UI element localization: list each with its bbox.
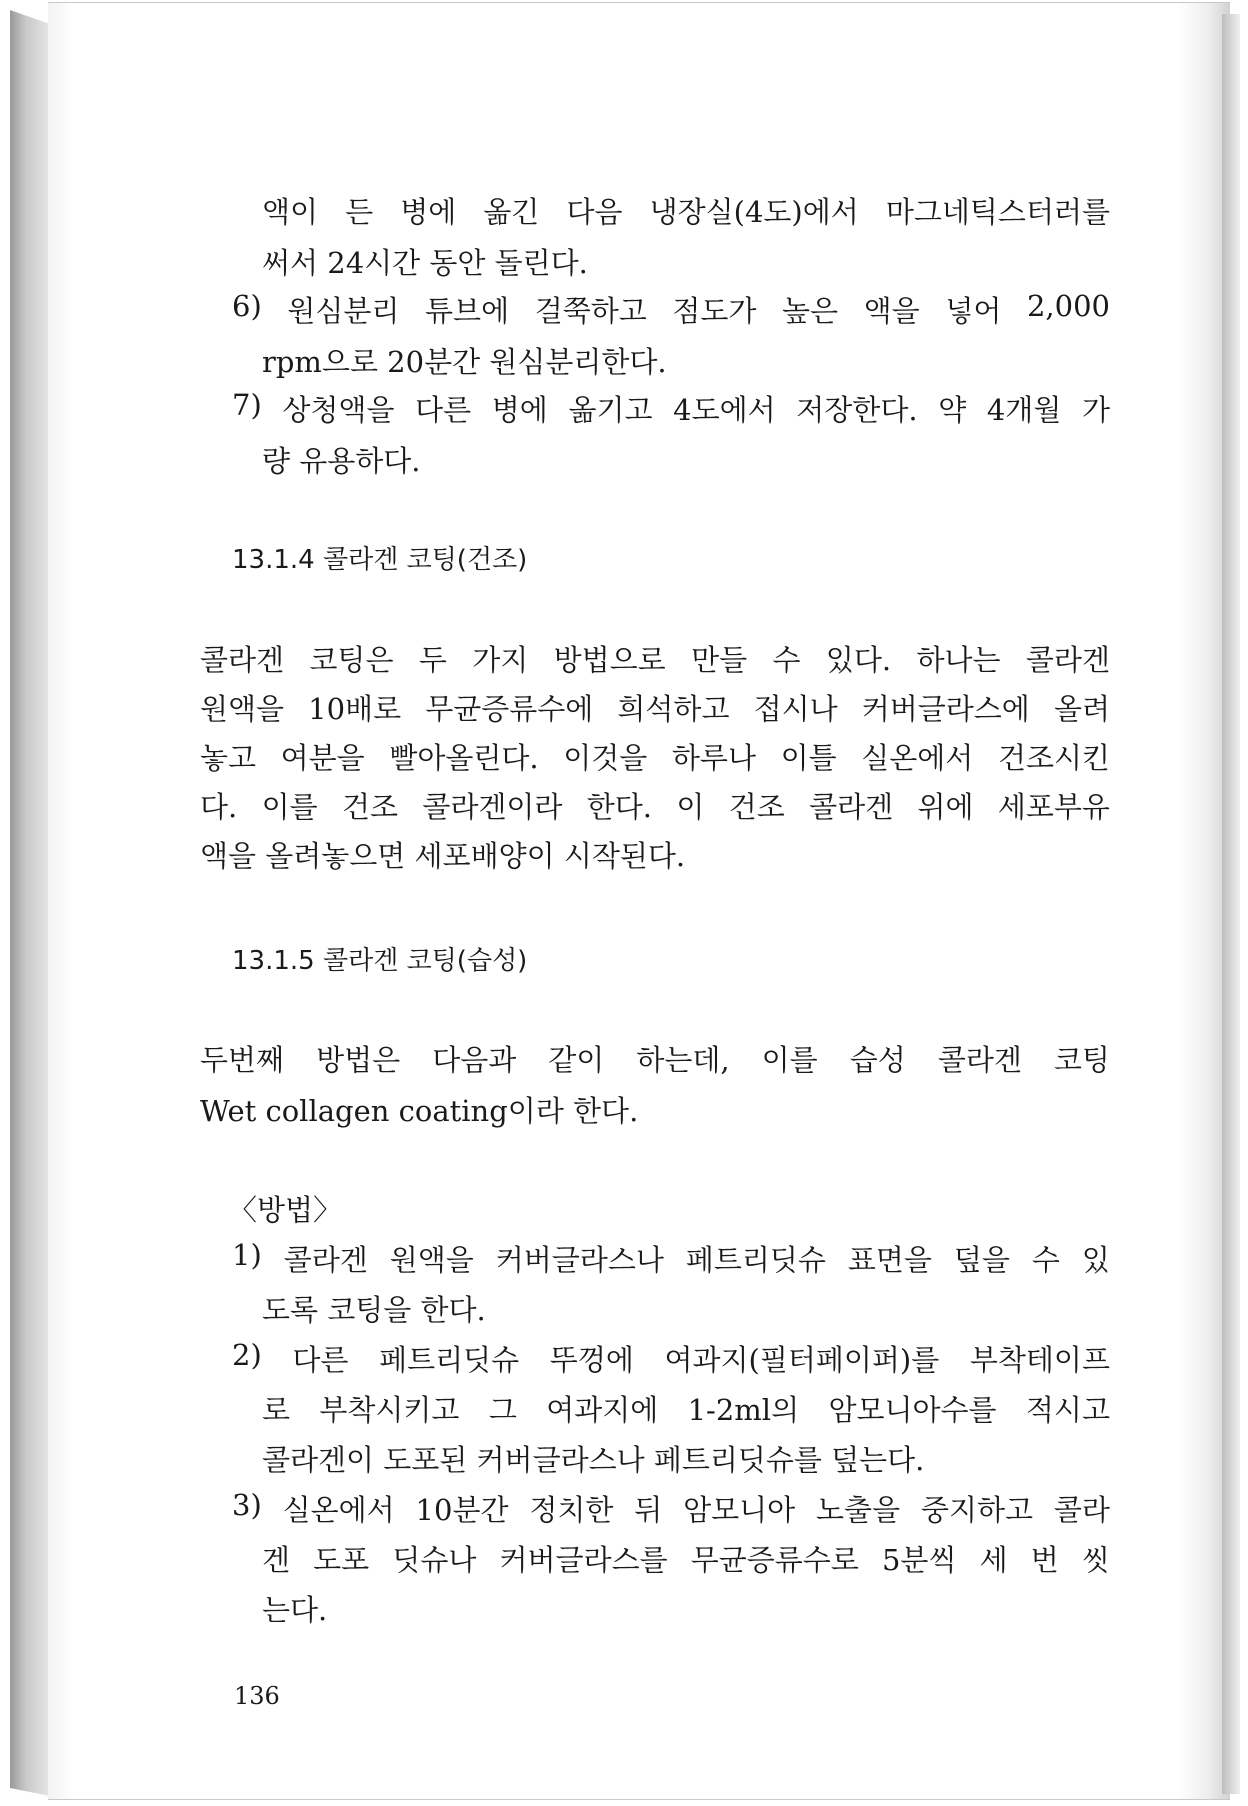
method-step-1: 1) 콜라겐 원액을 커버글라스나 페트리딧슈 표면을 덮을 수 있	[232, 1238, 1110, 1277]
list-item-7: 7) 상청액을 다른 병에 옮기고 4도에서 저장한다. 약 4개월 가	[232, 388, 1110, 427]
text-line: 겐 도포 딧슈나 커버글라스를 무균증류수로 5분씩 세 번 씻	[262, 1543, 1110, 1577]
text-line: 도록 코팅을 한다.	[262, 1293, 486, 1327]
paragraph-line: 액을 올려놓으면 세포배양이 시작된다.	[200, 839, 686, 873]
text-line: 써서 24시간 동안 돌린다.	[262, 246, 588, 280]
section-heading-13-1-4: 13.1.4 콜라겐 코팅(건조)	[232, 545, 528, 575]
paragraph-line: 놓고 여분을 빨아올린다. 이것을 하루나 이틀 실온에서 건조시킨	[200, 741, 1110, 775]
book-spine	[10, 10, 50, 1796]
paragraph-line: Wet collagen coating이라 한다.	[200, 1094, 639, 1128]
paragraph-line: 원액을 10배로 무균증류수에 희석하고 접시나 커버글라스에 올려	[200, 692, 1110, 726]
paragraph-line: 다. 이를 건조 콜라겐이라 한다. 이 건조 콜라겐 위에 세포부유	[200, 790, 1110, 824]
method-step-2: 2) 다른 페트리딧슈 뚜껑에 여과지(필터페이퍼)를 부착테이프	[232, 1338, 1110, 1377]
list-item-6: 6) 원심분리 튜브에 걸쭉하고 점도가 높은 액을 넣어 2,000	[232, 289, 1110, 328]
text-line: 액이 든 병에 옮긴 다음 냉장실(4도)에서 마그네틱스터러를	[262, 195, 1110, 229]
text-line: 로 부착시키고 그 여과지에 1-2ml의 암모니아수를 적시고	[262, 1393, 1110, 1427]
section-heading-13-1-5: 13.1.5 콜라겐 코팅(습성)	[232, 946, 528, 976]
text-line: 콜라겐이 도포된 커버글라스나 페트리딧슈를 덮는다.	[262, 1443, 925, 1477]
text-line: 는다.	[262, 1593, 328, 1627]
page	[48, 2, 1230, 1800]
page-number: 136	[234, 1682, 280, 1710]
text-line: 량 유용하다.	[262, 444, 421, 478]
paragraph-line: 콜라겐 코팅은 두 가지 방법으로 만들 수 있다. 하나는 콜라겐	[200, 643, 1110, 677]
text-line: rpm으로 20분간 원심분리한다.	[262, 345, 667, 379]
page-edge-shadow	[1222, 14, 1240, 1794]
method-label: 〈방법〉	[228, 1193, 343, 1227]
method-step-3: 3) 실온에서 10분간 정치한 뒤 암모니아 노출을 중지하고 콜라	[232, 1488, 1110, 1527]
paragraph-line: 두번째 방법은 다음과 같이 하는데, 이를 습성 콜라겐 코팅	[200, 1043, 1110, 1077]
